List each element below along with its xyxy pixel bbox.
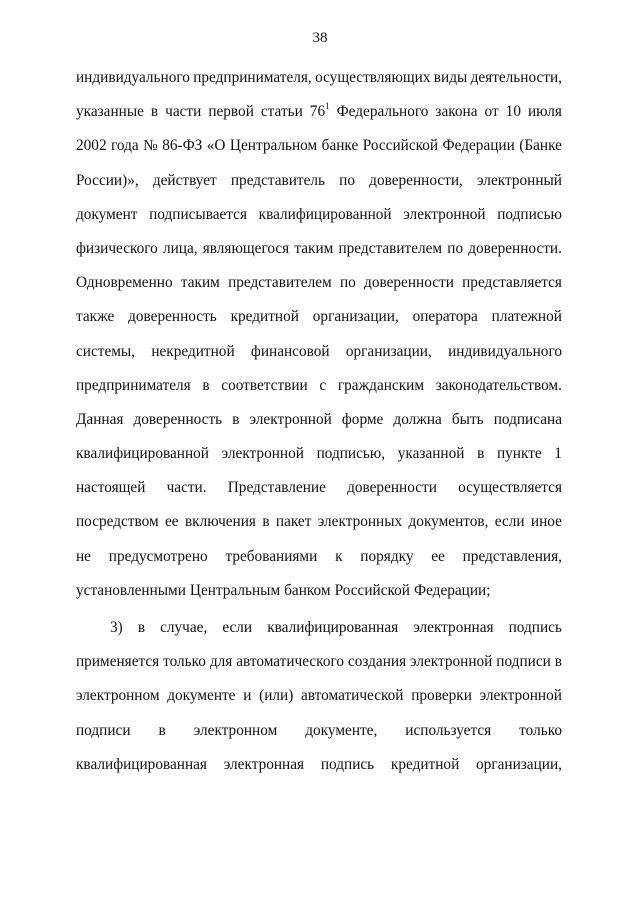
word: в xyxy=(477,445,485,463)
word: кредитной xyxy=(230,308,299,326)
word: лица, xyxy=(162,239,198,257)
word: 10 xyxy=(505,103,521,121)
word: должна xyxy=(393,410,442,428)
word: от xyxy=(484,103,499,121)
word: пакет xyxy=(275,513,312,531)
word: индивидуального xyxy=(448,342,562,360)
word: установленными xyxy=(76,581,186,599)
text-line xyxy=(76,335,562,369)
text-line xyxy=(76,198,562,232)
word: таким xyxy=(294,239,334,257)
word: предусмотрено xyxy=(108,547,208,565)
word: ее xyxy=(431,547,445,565)
word: части. xyxy=(166,479,207,497)
word: форме xyxy=(341,410,384,428)
word: подписана xyxy=(493,410,562,428)
word: электронном xyxy=(193,721,278,739)
word: электронной xyxy=(249,410,332,428)
word: подписи xyxy=(76,721,131,739)
word: подпись xyxy=(508,619,562,636)
word: доверенности xyxy=(364,274,454,292)
word: если xyxy=(494,513,525,531)
word: если xyxy=(222,619,253,636)
word: настоящей xyxy=(76,479,146,497)
word: ее xyxy=(165,513,179,531)
word: подписывается xyxy=(149,205,247,223)
word: осуществляющих xyxy=(315,69,431,86)
word: кредитной xyxy=(390,755,460,773)
word: документе, xyxy=(305,721,378,739)
word: Представление xyxy=(227,479,326,497)
word: электронной xyxy=(403,205,486,223)
word: автоматической xyxy=(301,687,404,705)
word: Центральном xyxy=(229,137,318,155)
word: Центральным xyxy=(189,581,281,599)
word: подпись xyxy=(320,755,375,773)
word: организации, xyxy=(312,308,399,326)
word: части xyxy=(165,103,202,121)
text-line xyxy=(76,164,562,198)
word: доверенности xyxy=(347,479,437,497)
word: закона xyxy=(435,103,478,121)
word: доверенности. xyxy=(468,239,562,257)
word: быть xyxy=(451,410,484,428)
word: квалифицированная xyxy=(267,619,399,636)
word: банке xyxy=(321,137,359,155)
text-line xyxy=(76,95,562,129)
word: электронном xyxy=(76,687,160,705)
word: (или) xyxy=(259,687,294,705)
word: документ xyxy=(76,205,138,223)
word: в xyxy=(554,653,562,671)
word: в xyxy=(262,513,270,531)
word: представителем xyxy=(338,239,443,257)
word: Федерации; xyxy=(413,581,491,599)
word: финансовой xyxy=(250,342,330,360)
word: квалифицированной xyxy=(76,445,209,463)
word: 1 xyxy=(554,445,562,463)
word: иное xyxy=(530,513,562,531)
word: электронных xyxy=(317,513,403,531)
word: таким xyxy=(180,274,220,292)
text-line xyxy=(76,129,562,163)
word: автоматического xyxy=(236,653,345,671)
word: посредством xyxy=(76,513,159,531)
word: документов, xyxy=(408,513,489,531)
word: являющегося xyxy=(202,239,290,257)
word: (Банке xyxy=(519,137,562,155)
word: по xyxy=(339,274,356,292)
word: доверенности, xyxy=(369,171,463,189)
word: подписью xyxy=(497,205,562,223)
word: только xyxy=(163,653,206,671)
word: Одновременно xyxy=(76,274,173,292)
word: электронный xyxy=(477,171,562,189)
word: Данная xyxy=(76,410,124,428)
word: доверенность xyxy=(133,410,223,428)
word: организации, xyxy=(476,755,562,773)
word: законодательством. xyxy=(435,376,562,394)
word: июля xyxy=(527,103,562,121)
word: 86-ФЗ xyxy=(162,137,203,155)
word: России)», xyxy=(76,171,139,189)
word: случае, xyxy=(160,619,208,636)
word: не xyxy=(76,547,91,565)
word: требованиями xyxy=(225,547,318,565)
paragraph-1 xyxy=(76,61,562,608)
text-line xyxy=(76,266,562,300)
word: платежной xyxy=(491,308,562,326)
word: также xyxy=(76,308,115,326)
word: электронной xyxy=(410,653,493,671)
word: «О xyxy=(206,137,226,155)
word: системы, xyxy=(76,342,136,360)
word: представления, xyxy=(462,547,562,565)
word: электронная xyxy=(413,619,494,636)
word: пункте xyxy=(496,445,542,463)
word: банком xyxy=(284,581,331,599)
text-line xyxy=(76,679,562,713)
word: представитель xyxy=(230,171,326,189)
word: в xyxy=(202,376,210,394)
word: к xyxy=(335,547,343,565)
word: действует xyxy=(152,171,217,189)
word: Федерального xyxy=(336,103,429,121)
text-line xyxy=(76,540,562,574)
word: индивидуального xyxy=(76,69,190,86)
word: представителем xyxy=(228,274,332,292)
word: по xyxy=(447,239,464,257)
text-line xyxy=(76,403,562,437)
text-line xyxy=(76,471,562,505)
word: электронная xyxy=(223,755,305,773)
word: Федерации xyxy=(442,137,515,155)
word: для xyxy=(209,653,233,671)
word: организации, xyxy=(345,342,432,360)
word: гражданским xyxy=(337,376,425,394)
word: деятельности, xyxy=(470,69,562,86)
text-line xyxy=(76,645,562,679)
word: подписью, xyxy=(316,445,386,463)
word: представляется xyxy=(462,274,562,292)
word: указанной xyxy=(397,445,465,463)
text-line xyxy=(76,714,562,748)
word: первой xyxy=(208,103,254,121)
word: осуществляется xyxy=(458,479,562,497)
word: только xyxy=(519,721,562,739)
word: предпринимателя, xyxy=(193,69,312,86)
word: в xyxy=(150,103,159,121)
word: включения xyxy=(184,513,256,531)
word: 3) xyxy=(110,619,123,636)
word: с xyxy=(319,376,327,394)
word: создания xyxy=(347,653,407,671)
word: квалифицированная xyxy=(76,755,207,773)
page-number: 38 xyxy=(312,30,328,46)
word: статьи xyxy=(260,103,303,121)
word: указанные xyxy=(76,103,144,121)
word: в xyxy=(158,721,166,739)
word: электронной xyxy=(221,445,304,463)
word: используется xyxy=(405,721,492,739)
word: года xyxy=(111,137,139,155)
word: виды xyxy=(433,69,468,86)
text-line xyxy=(76,300,562,334)
word: соответствии xyxy=(221,376,308,394)
word: документе xyxy=(167,687,236,705)
word: Российской xyxy=(334,581,410,599)
word: предпринимателя xyxy=(76,376,191,394)
word: по xyxy=(339,171,356,189)
text-line xyxy=(76,61,562,95)
paragraph-2 xyxy=(76,611,562,782)
text-line xyxy=(76,611,562,645)
word: электронной xyxy=(479,687,562,705)
word: квалифицированной xyxy=(258,205,392,223)
word: и xyxy=(243,687,252,705)
word: оператора xyxy=(412,308,478,326)
word: Российской xyxy=(362,137,439,155)
word: порядку xyxy=(360,547,414,565)
word: подписи xyxy=(496,653,551,671)
text-line xyxy=(76,369,562,403)
word: доверенность xyxy=(128,308,217,326)
word: № xyxy=(143,137,158,155)
text-line xyxy=(76,574,562,608)
word: $76^1$ xyxy=(309,101,330,121)
document-body xyxy=(76,61,562,782)
text-line xyxy=(76,748,562,782)
word: проверки xyxy=(411,687,472,705)
word: в xyxy=(232,410,240,428)
text-line xyxy=(76,232,562,266)
word: 2002 xyxy=(76,137,107,155)
text-line xyxy=(76,437,562,471)
word: в xyxy=(137,619,146,636)
text-line xyxy=(76,505,562,539)
word: применяется xyxy=(76,653,160,671)
word: физического xyxy=(76,239,158,257)
word: некредитной xyxy=(151,342,235,360)
